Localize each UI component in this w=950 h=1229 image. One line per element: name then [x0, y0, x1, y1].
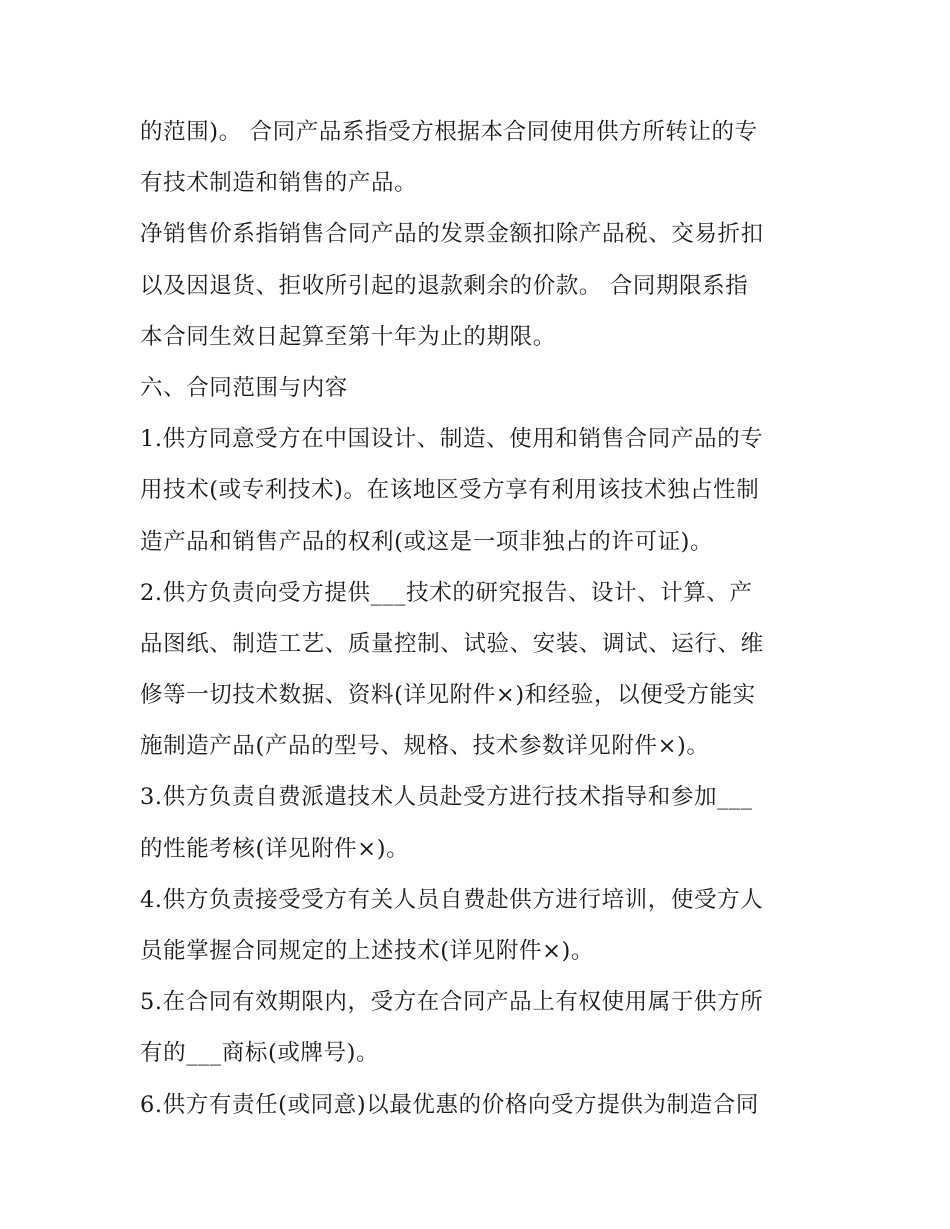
- text-line: 修等一切技术数据、资料(详见附件×)和经验，以便受方能实: [140, 682, 756, 709]
- text-line: 5.在合同有效期限内，受方在合同产品上有权使用属于供方所: [140, 989, 764, 1016]
- text-line: 以及因退货、拒收所引起的退款剩余的价款。 合同期限系指: [140, 272, 749, 299]
- text-line: 用技术(或专利技术)。在该地区受方享有利用该技术独占性制: [140, 477, 760, 504]
- text-line: 造产品和销售产品的权利(或这是一项非独占的许可证)。: [140, 528, 714, 555]
- text-line: 本合同生效日起算至第十年为止的期限。: [140, 323, 556, 350]
- text-line: 的范围)。 合同产品系指受方根据本合同使用供方所转让的专: [140, 119, 758, 145]
- contract-body-text: [140, 107, 820, 1131]
- text-line: 品图纸、制造工艺、质量控制、试验、安装、调试、运行、维: [140, 630, 764, 657]
- text-line: 6.供方有责任(或同意)以最优惠的价格向受方提供为制造合同: [140, 1091, 759, 1118]
- text-line: 净销售价系指销售合同产品的发票金额扣除产品税、交易折扣: [140, 221, 764, 248]
- text-line: 4.供方负责接受受方有关人员自费赴供方进行培训，使受方人: [140, 886, 764, 913]
- text-line: 员能掌握合同规定的上述技术(详见附件×)。: [140, 938, 595, 964]
- section-heading: 六、合同范围与内容: [140, 374, 348, 401]
- text-line: 有的___商标(或牌号)。: [140, 1040, 380, 1067]
- text-line: 的性能考核(详见附件×)。: [140, 835, 410, 862]
- text-line: 施制造产品(产品的型号、规格、技术参数详见附件×)。: [140, 733, 710, 760]
- text-line: 2.供方负责向受方提供___技术的研究报告、设计、计算、产: [140, 579, 753, 606]
- text-line: 有技术制造和销售的产品。: [140, 170, 418, 197]
- text-line: 1.供方同意受方在中国设计、制造、使用和销售合同产品的专: [140, 426, 764, 453]
- text-line: 3.供方负责自费派遣技术人员赴受方进行技术指导和参加___: [140, 784, 753, 811]
